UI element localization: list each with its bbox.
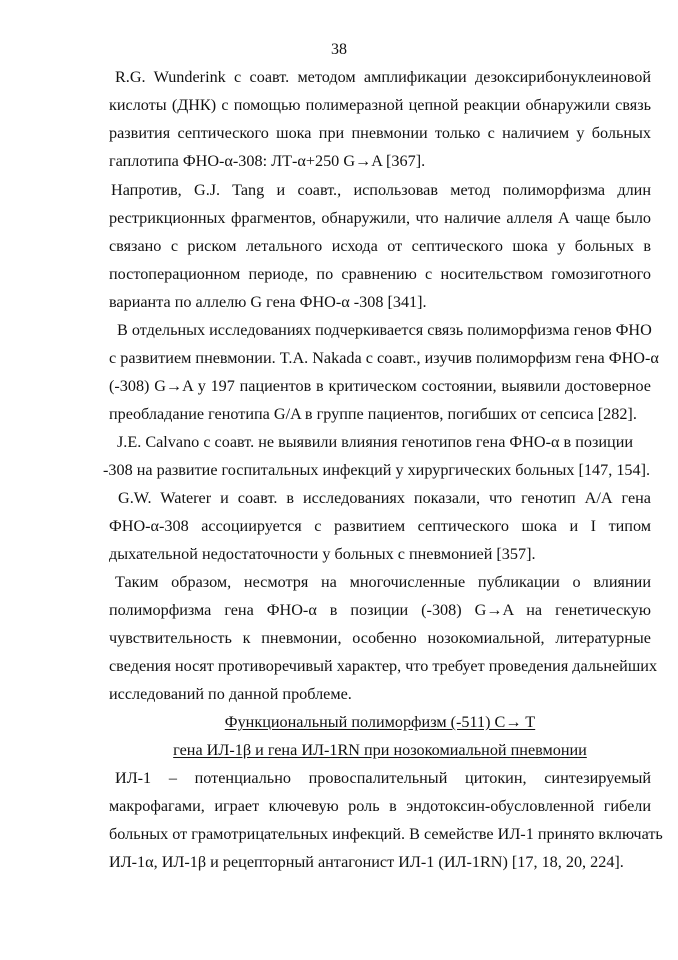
paragraph-2-line-2: рестрикционных фрагментов, обнаружили, что наличие аллеля А чаще было: [109, 209, 651, 227]
paragraph-2-line-4: постоперационном периоде, по сравнению с носительством гомозиготного: [109, 265, 651, 283]
paragraph-1-line-4: гаплотипа ФНО-α-308: ЛТ-α+250 G→A [367].: [109, 152, 426, 170]
paragraph-2-line-5: варианта по аллелю G гена ФНО-α -308 [341].: [109, 293, 427, 311]
paragraph-4-line-1: J.E. Calvano с соавт. не выявили влияния генотипов гена ФНО-α в позиции: [117, 433, 634, 451]
paragraph-5-line-3: дыхательной недостаточности у больных с пневмонией [357].: [109, 545, 536, 563]
page-number: 38: [331, 41, 347, 58]
final-paragraph-line-4: ИЛ-1α, ИЛ-1β и рецепторный антагонист ИЛ-1 (ИЛ-1RN) [17, 18, 20, 224].: [109, 853, 624, 871]
paragraph-6-line-1: Таким образом, несмотря на многочисленные публикации о влиянии: [115, 573, 651, 591]
section-heading-line-1: [109, 712, 651, 732]
paragraph-6-line-4: сведения носят противоречивый характер, что требует проведения дальнейших: [109, 657, 658, 675]
paragraph-2-line-1: Напротив, G.J. Tang и соавт., использовав метод полиморфизма длин: [111, 181, 651, 199]
paragraph-5-line-2: ФНО-α-308 ассоциируется с развитием септического шока и I типом: [109, 517, 651, 535]
paragraph-5-line-1: G.W. Waterer и соавт. в исследованиях показали, что генотип А/А гена: [118, 489, 651, 507]
final-paragraph-line-3: больных от грамотрицательных инфекций. В семействе ИЛ-1 принято включать: [109, 825, 663, 843]
paragraph-3-line-2: с развитием пневмонии. T.A. Nakada с соавт., изучив полиморфизм гена ФНО-α: [109, 349, 659, 367]
paragraph-1-line-2: кислоты (ДНК) с помощью полимеразной цепной реакции обнаружили связь: [109, 96, 651, 114]
final-paragraph-line-2: макрофагами, играет ключевую роль в эндотоксин-обусловленной гибели: [109, 797, 651, 815]
section-heading-line-2: [109, 740, 651, 760]
paragraph-2-line-3: связано с риском летального исхода от септического шока у больных в: [109, 237, 651, 255]
paragraph-1-line-3: развития септического шока при пневмонии только с наличием у больных: [109, 124, 651, 142]
paragraph-6-line-2: полиморфизма гена ФНО-α в позиции (-308) G→A на генетическую: [109, 601, 651, 619]
paragraph-3-line-3: (-308) G→A у 197 пациентов в критическом состоянии, выявили достоверное: [109, 377, 651, 395]
paragraph-1-line-1: R.G. Wunderink с соавт. методом амплификации дезоксирибонуклеиновой: [115, 68, 651, 86]
paragraph-6-line-5: исследований по данной проблеме.: [109, 685, 352, 703]
paragraph-6-line-3: чувствительность к пневмонии, особенно нозокомиальной, литературные: [109, 629, 651, 647]
paragraph-3-line-4: преобладание генотипа G/A в группе пациентов, погибших от сепсиса [282].: [109, 405, 637, 423]
paragraph-4-line-2: -308 на развитие госпитальных инфекций у хирургических больных [147, 154].: [103, 461, 651, 479]
section-heading-text-1: Функциональный полиморфизм (-511) C→ T: [224, 713, 536, 731]
final-paragraph-line-1: ИЛ-1 – потенциально провоспалительный цитокин, синтезируемый: [115, 769, 651, 787]
section-heading-text-2: гена ИЛ-1β и гена ИЛ-1RN при нозокомиальной пневмонии: [173, 741, 587, 759]
paragraph-3-line-1: В отдельных исследованиях подчеркивается связь полиморфизма генов ФНО: [117, 321, 652, 339]
